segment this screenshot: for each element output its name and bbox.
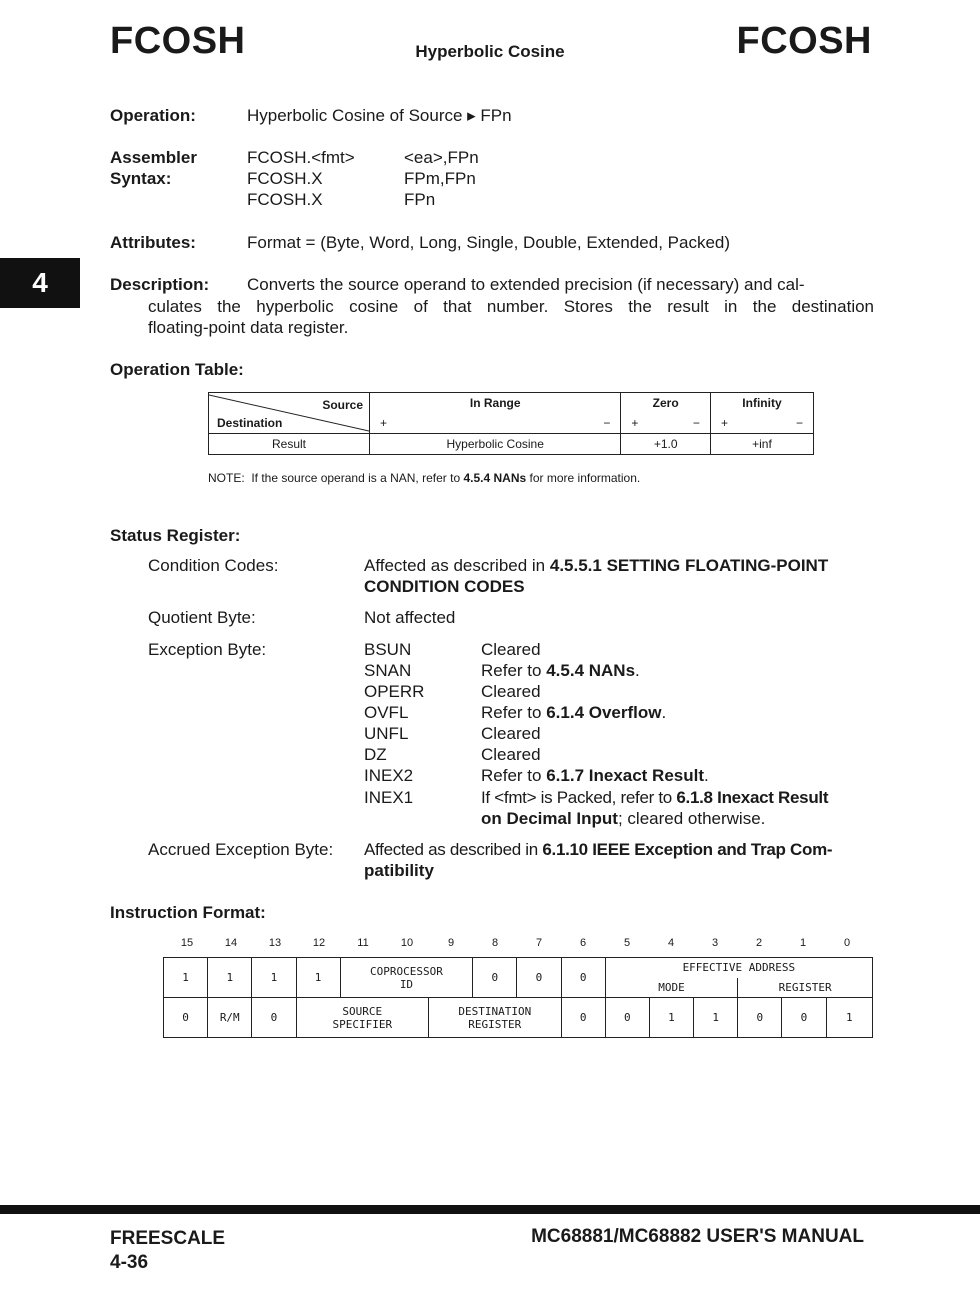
field-label: DESTINATION [458,1004,532,1018]
accrued-byte-text [364,840,832,860]
refer-to-text: Refer to [481,703,542,722]
opmode-bit-cell: 0 [782,998,826,1038]
chapter-tab: 4 [0,258,80,308]
page-subtitle: Hyperbolic Cosine [415,42,565,61]
sign-cell [710,413,813,434]
column-header: In Range [370,393,621,414]
assembler-label: Assembler [110,148,197,167]
exception-name: SNAN [364,661,412,680]
effective-address-field: EFFECTIVE ADDRESS [605,958,872,978]
exception-ref: 4.5.4 NANs [546,661,636,680]
syntax-mnemonic: FCOSH.<fmt> [247,148,355,167]
exception-byte-label: Exception Byte: [148,640,267,659]
accrued-byte-label: Accrued Exception Byte: [148,840,334,859]
bit-number: 5 [623,937,631,949]
note-suffix: for more information. [529,471,641,485]
exception-ref: 6.1.7 Inexact Result [546,766,705,785]
description-label: Description: [110,275,210,294]
bit-cell: 0 [164,998,208,1038]
sign-cell [370,413,621,434]
bit-cell: 1 [252,958,296,998]
bit-cell: 1 [164,958,208,998]
operation-text: Hyperbolic Cosine of Source ▸ FPn [247,106,512,125]
bit-number: 11 [357,937,369,949]
opmode-bit-cell: 0 [561,998,605,1038]
syntax-operands: FPn [404,190,436,209]
field-label: COPROCESSOR [370,964,443,978]
refer-to-text: Refer to [481,766,542,785]
register-field: REGISTER [738,978,873,998]
operation-table [208,392,814,455]
exception-desc: Cleared [481,682,541,701]
bit-cell: 0 [252,998,296,1038]
rm-bit-cell: R/M [208,998,252,1038]
operation-label: Operation: [110,106,196,125]
exception-suffix: . [635,661,640,680]
bit-number: 3 [711,937,719,949]
exception-desc [481,703,666,723]
bit-number: 8 [491,937,499,949]
bit-number: 0 [843,937,851,949]
sign-cell [621,413,711,434]
bit-number: 1 [799,937,807,949]
exception-suffix: . [704,766,709,785]
accrued-ref: 6.1.10 IEEE Exception and Trap Com- [542,840,833,859]
mode-field: MODE [605,978,738,998]
field-label: SPECIFIER [332,1017,393,1031]
bit-cell: 0 [561,958,605,998]
footer-page-number: 4-36 [110,1252,149,1273]
exception-name: OPERR [364,682,425,701]
bit-number: 14 [224,937,238,949]
bit-cell: 1 [296,958,340,998]
bit-number: 15 [180,937,194,949]
destination-register-field [429,998,562,1038]
condition-codes-label: Condition Codes: [148,556,279,575]
exception-desc [481,766,709,786]
exception-desc [481,809,765,829]
exception-name: INEX1 [364,788,414,807]
syntax-label: Syntax: [110,169,172,188]
inex1-text: If <fmt> is Packed, refer to [481,788,672,807]
table-note [208,471,640,485]
quotient-byte-label: Quotient Byte: [148,608,256,627]
refer-to-text: Refer to [481,661,542,680]
description-line: Converts the source operand to extended precision (if necessary) and cal- [247,275,805,294]
exception-name: UNFL [364,724,409,743]
opmode-bit-cell: 0 [605,998,649,1038]
exception-desc [481,788,828,808]
exception-name: DZ [364,745,387,764]
instruction-format-table [163,957,873,1038]
plus-sign: + [720,416,728,430]
bit-number: 6 [579,937,587,949]
description-line: floating-point data register. [148,318,349,337]
exception-ref: on Decimal Input [481,809,618,828]
exception-name: OVFL [364,703,409,722]
bit-number: 2 [755,937,763,949]
accrued-ref: patibility [364,861,434,880]
status-register-title: Status Register: [110,526,241,545]
row-label: Result [209,434,370,455]
syntax-mnemonic: FCOSH.X [247,169,323,188]
opmode-bit-cell: 1 [694,998,738,1038]
bit-number: 9 [447,937,455,949]
field-label: REGISTER [468,1017,522,1031]
note-reference: 4.5.4 NANs [463,471,527,485]
exception-desc: Cleared [481,640,541,659]
field-label: SOURCE [342,1004,383,1018]
attributes-text: Format = (Byte, Word, Long, Single, Double, Extended, Packed) [247,233,731,252]
page-title-left: FCOSH [110,20,246,62]
exception-ref: 6.1.4 Overflow [546,703,662,722]
exception-desc [481,661,640,681]
syntax-operands: FPm,FPn [404,169,476,188]
operation-table-title: Operation Table: [110,360,244,379]
column-header: Infinity [710,393,813,414]
exception-name: INEX2 [364,766,414,785]
note-text: If the source operand is a NAN, refer to [251,471,461,485]
bit-cell: 0 [473,958,517,998]
bit-number: 12 [312,937,326,949]
exception-desc: Cleared [481,745,541,764]
opmode-bit-cell: 0 [738,998,782,1038]
footer-manual-title: MC68881/MC68882 USER'S MANUAL [531,1226,864,1247]
quotient-byte-text: Not affected [364,608,456,627]
plus-sign: + [631,416,639,430]
plus-sign: + [380,416,388,430]
minus-sign: − [692,416,700,430]
inex1-text: ; cleared otherwise. [617,809,766,828]
bit-number: 13 [268,937,282,949]
exception-suffix: . [661,703,667,722]
source-specifier-field [296,998,429,1038]
exception-desc: Cleared [481,724,541,743]
minus-sign: − [603,416,611,430]
condition-codes-desc: Affected as described in [364,556,546,575]
result-value: +inf [710,434,813,455]
page-title-right: FCOSH [736,20,872,62]
exception-ref: 6.1.8 Inexact Result [676,788,829,807]
description-line: culates the hyperbolic cosine of that number. Stores the result in the destination [148,297,874,316]
column-header: Zero [621,393,711,414]
bit-number: 10 [400,937,414,949]
condition-codes-text [364,556,828,576]
condition-codes-ref: CONDITION CODES [364,577,525,596]
coprocessor-id-field [340,958,473,998]
note-prefix: NOTE: [208,471,245,485]
bit-number: 7 [535,937,543,949]
table-corner-cell [209,393,370,434]
field-label: ID [399,977,414,991]
opmode-bit-cell: 1 [826,998,872,1038]
source-header: Source [322,398,363,412]
opmode-bit-cell: 1 [649,998,693,1038]
bit-cell: 0 [517,958,561,998]
syntax-mnemonic: FCOSH.X [247,190,323,209]
bit-number: 4 [667,937,675,949]
destination-header: Destination [217,416,283,430]
result-value: +1.0 [621,434,711,455]
attributes-label: Attributes: [110,233,196,252]
exception-name: BSUN [364,640,412,659]
footer-company: FREESCALE [110,1228,226,1249]
footer-rule [0,1205,980,1214]
minus-sign: − [795,416,803,430]
accrued-desc: Affected as described in [364,840,538,859]
bit-cell: 1 [208,958,252,998]
instruction-format-title: Instruction Format: [110,903,266,922]
condition-codes-ref: 4.5.5.1 SETTING FLOATING-POINT [549,556,829,575]
result-value: Hyperbolic Cosine [370,434,621,455]
syntax-operands: <ea>,FPn [404,148,479,167]
